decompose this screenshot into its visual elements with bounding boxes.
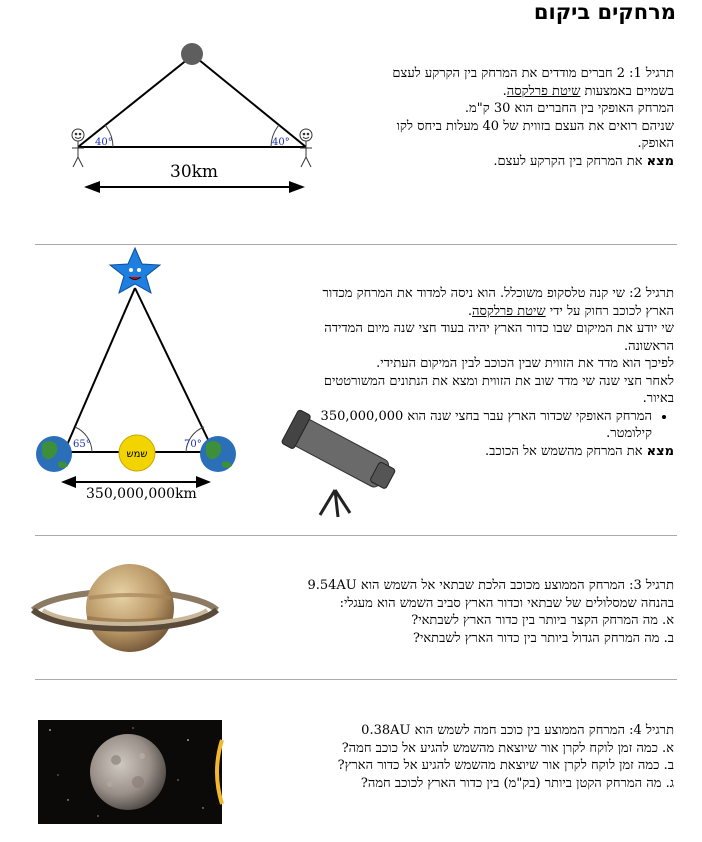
divider-2 <box>35 535 677 536</box>
ex1-diagram <box>0 0 320 200</box>
sun-icon <box>119 435 155 471</box>
ex2-distance-label: 350,000,000km <box>86 486 197 502</box>
ex1-find-rest: את המרחק בין הקרקע לעצם. <box>493 153 647 169</box>
ex3-line2: בהנחה שמסלולים של שבתאי וכדור הארץ סביב השמש הוא מעגלי: <box>339 595 674 611</box>
ex2-find-rest: את המרחק מהשמש אל הכוכב. <box>484 443 647 459</box>
ex2-line2-end: . <box>467 303 472 319</box>
ex1-line4: שניהם רואים את העצם בזווית של 40 מעלות ביחס לקו <box>396 118 674 134</box>
ex4-question-c: ג. מה המרחק הקטן ביותר (בק"מ) בין כדור הארץ לכוכב חמה? <box>360 775 674 791</box>
ex1-find-bold: מצא <box>646 153 674 169</box>
ex2-bullet-list <box>224 408 674 443</box>
ex4-question-b: ב. כמה זמן לוקח לקרן אור שיוצאת מהשמש להגיע אל כדור הארץ? <box>337 758 674 773</box>
ex4-lead: תרגיל 4: <box>624 723 674 738</box>
ex2-bullet-line1: המרחק האופקי שכדור הארץ עבר בחצי שנה הוא 350,000,000 <box>320 408 652 424</box>
ex3-distance-value: 9.54AU <box>307 578 357 593</box>
ex1-angle-right: 40° <box>272 137 290 148</box>
star-face-icon <box>110 248 160 293</box>
mercury-icon <box>38 720 222 824</box>
ex2-parallax-link[interactable]: שיטת פרלקסה <box>472 303 546 319</box>
earth-icon <box>36 436 72 472</box>
ex2-lead: תרגיל 2: <box>624 286 674 301</box>
ex1-line2-end: . <box>502 83 507 99</box>
ex1-line3: המרחק האופקי בין החברים הוא 30 ק"מ. <box>464 101 674 116</box>
ex4-question-a: א. כמה זמן לוקח לקרן אור שיוצאת מהשמש להגיע אל כוכב חמה? <box>341 740 674 756</box>
ex3-line1: המרחק הממוצע מכוכב הלכת שבתאי אל השמש הוא <box>356 578 625 593</box>
stick-figure-icon <box>72 129 84 167</box>
ex4-distance-value: 0.38AU <box>361 723 411 738</box>
divider-3 <box>35 679 677 680</box>
page-title: מרחקים ביקום <box>533 0 676 24</box>
ex2-angle-left: 65° <box>73 439 91 450</box>
ex3-lead: תרגיל 3: <box>624 578 674 593</box>
ex3-question-a: א. מה המרחק הקצר ביותר בין כדור הארץ לשבתאי? <box>411 613 674 628</box>
list-item <box>224 408 652 443</box>
ex2-text <box>224 285 674 460</box>
ex2-line4: הראשונה. <box>623 338 674 354</box>
ex1-parallax-link[interactable]: שיטת פרלקסה <box>506 83 581 99</box>
ex2-line5: לפיכך הוא מדד את הזווית שבין הכוכב לבין המיקום העתידי. <box>376 356 674 371</box>
ex4-line1: המרחק הממוצע בין כוכב חמה לשמש הוא <box>410 723 625 738</box>
ex1-line5: האופק. <box>637 136 674 151</box>
ex2-line6: לאחר חצי שנה שי מדד שוב את הזווית ומצא את הנתונים המשורטטים <box>323 373 674 389</box>
ex3-text <box>224 577 674 647</box>
ex1-text <box>304 65 674 170</box>
ex2-find-bold: מצא <box>646 443 674 459</box>
ex2-bullet-line2: קילומטר. <box>606 426 652 441</box>
ex1-angle-left: 40° <box>95 137 113 148</box>
object-ball-icon <box>181 43 203 65</box>
ex2-line3: שי יודע את המיקום שבו כדור הארץ יהיה בעוד חצי שנה מיום המדידה <box>324 321 674 336</box>
ex1-line1: 2 חברים מודדים את המרחק בין הקרקע לעצם <box>392 66 625 81</box>
ex2-line1: שי קנה טלסקופ משוכלל. הוא ניסה למדוד את המרחק מכדור <box>322 286 625 301</box>
ex1-lead: תרגיל 1: <box>624 66 674 81</box>
ex3-question-b: ב. מה המרחק הגדול ביותר בין כדור הארץ לשבתאי? <box>412 630 674 646</box>
ex4-text <box>224 722 674 792</box>
ex2-line2: הארץ לכוכב רחוק על ידי <box>545 303 674 319</box>
ex2-sun-label: שמש <box>126 449 148 460</box>
ex2-line7: באיור. <box>642 391 674 406</box>
ex1-distance-label: 30km <box>170 162 219 182</box>
ex2-angle-right: 70° <box>184 439 202 450</box>
ex1-line2: בשמיים באמצעות <box>580 83 674 99</box>
saturn-icon <box>25 558 225 668</box>
